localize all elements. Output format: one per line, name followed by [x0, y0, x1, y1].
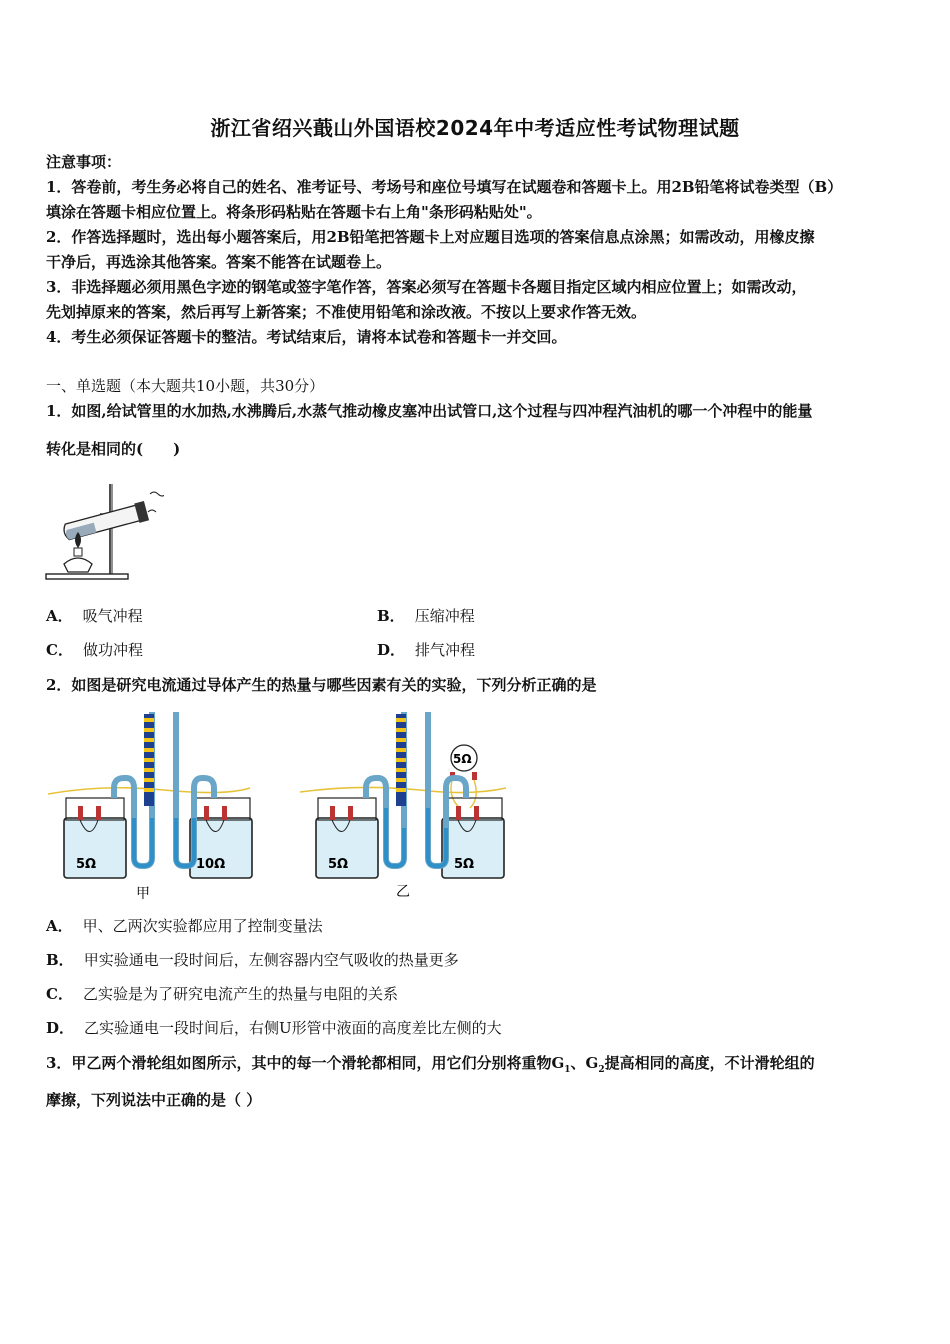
q3-stem-line1: [46, 1053, 815, 1080]
q3-stem-part: 、G: [570, 1054, 599, 1072]
notice-line: 2．作答选择题时，选出每小题答案后，用2B铅笔把答题卡上对应题目选项的答案信息点涂黑；如需改动，用橡皮擦: [46, 228, 815, 246]
option-key: B．: [377, 607, 405, 625]
notice-heading: 注意事项：: [46, 153, 122, 171]
option-key: D．: [46, 1019, 75, 1037]
q2-option-c[interactable]: [46, 984, 398, 1004]
q2-option-d[interactable]: [46, 1018, 502, 1038]
option-key: C．: [46, 985, 73, 1003]
notice-line: 1．答卷前，考生务必将自己的姓名、准考证号、考场号和座位号填写在试题卷和答题卡上。用2B铅笔将试卷类型（B）: [46, 178, 843, 196]
option-text: 乙实验是为了研究电流产生的热量与电阻的关系: [82, 985, 398, 1003]
left-r2-label: 10Ω: [196, 857, 226, 872]
section-heading: 一、单选题（本大题共10小题，共30分）: [46, 377, 325, 395]
option-text: 做功冲程: [82, 641, 143, 659]
right-figure-label: 乙: [396, 884, 410, 900]
option-key: A．: [46, 917, 73, 935]
q3-stem-part: 提高相同的高度，不计滑轮组的: [604, 1054, 815, 1072]
left-figure-label: 甲: [136, 886, 150, 902]
q1-stem-line2: 转化是相同的( ): [46, 440, 181, 458]
q2-option-a[interactable]: [46, 916, 323, 936]
q3-stem-part: 3．甲乙两个滑轮组如图所示，其中的每一个滑轮都相同，用它们分别将重物G: [46, 1054, 565, 1072]
q2-option-b[interactable]: [46, 950, 459, 970]
notice-line: 干净后，再选涂其他答案。答案不能答在试题卷上。: [46, 253, 392, 271]
notice-line: 4．考生必须保证答题卡的整洁。考试结束后，请将本试卷和答题卡一并交回。: [46, 328, 567, 346]
q1-option-d[interactable]: [377, 640, 475, 660]
q3-stem-line2: 摩擦，下列说法中正确的是（ ）: [46, 1091, 262, 1109]
option-key: D．: [377, 641, 406, 659]
option-key: A．: [46, 607, 73, 625]
option-text: 甲、乙两次实验都应用了控制变量法: [82, 917, 323, 935]
right-r3-label: 5Ω: [453, 752, 472, 766]
notice-line: 先划掉原来的答案，然后再写上新答案；不准使用铅笔和涂改液。不按以上要求作答无效。: [46, 303, 647, 321]
option-text: 吸气冲程: [82, 607, 143, 625]
q1-stem-line1: 1．如图,给试管里的水加热,水沸腾后,水蒸气推动橡皮塞冲出试管口,这个过程与四冲程汽油机的哪一个冲程中的能量: [46, 402, 813, 420]
notice-line: 填涂在答题卡相应位置上。将条形码粘贴在答题卡右上角"条形码粘贴处"。: [46, 203, 542, 221]
q2-figure-joule-heating: [44, 708, 514, 904]
option-text: 压缩冲程: [414, 607, 475, 625]
setup-yi: [300, 712, 506, 900]
q1-option-b[interactable]: [377, 606, 475, 626]
option-key: B．: [46, 951, 74, 969]
option-text: 乙实验通电一段时间后，右侧U形管中液面的高度差比左侧的大: [84, 1019, 502, 1037]
notice-line: 3．非选择题必须用黑色字迹的钢笔或签字笔作答，答案必须写在答题卡各题目指定区域内相应位置上；如需改动，: [46, 278, 807, 296]
left-r1-label: 5Ω: [76, 857, 97, 872]
g1-subscript: 1: [564, 1065, 571, 1075]
q1-option-a[interactable]: [46, 606, 143, 626]
option-key: C．: [46, 641, 73, 659]
q1-option-c[interactable]: [46, 640, 143, 660]
g2-subscript: 2: [598, 1065, 605, 1075]
option-text: 甲实验通电一段时间后，左侧容器内空气吸收的热量更多: [83, 951, 459, 969]
page-title: 浙江省绍兴蕺山外国语校2024年中考适应性考试物理试题: [210, 116, 740, 140]
option-text: 排气冲程: [415, 641, 476, 659]
right-r2-label: 5Ω: [454, 857, 475, 872]
q1-figure-test-tube-heating: [44, 482, 164, 584]
right-r1-label: 5Ω: [328, 857, 349, 872]
setup-jia: [48, 712, 252, 902]
q2-stem: 2．如图是研究电流通过导体产生的热量与哪些因素有关的实验，下列分析正确的是: [46, 676, 597, 694]
